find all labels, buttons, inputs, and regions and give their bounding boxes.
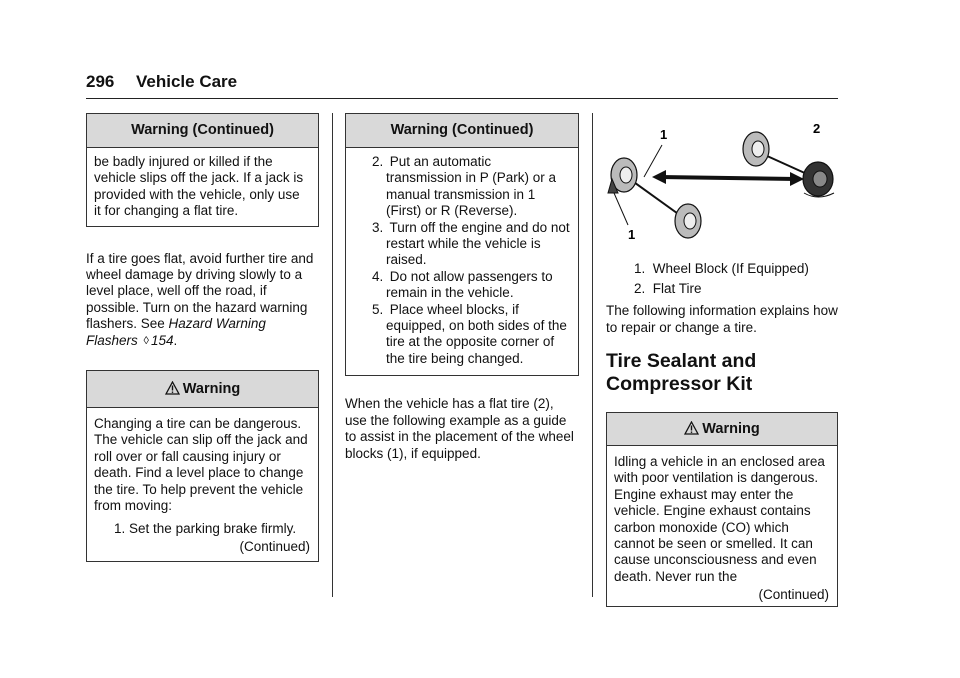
warning-box-body <box>87 408 318 561</box>
diagram-label-1b: 1 <box>628 227 636 242</box>
warning-box-title: Warning <box>182 381 241 398</box>
info-paragraph: The following information explains how to repair or change a tire. <box>606 303 838 335</box>
warning-box-title: Warning <box>702 421 760 438</box>
step-number: 3. <box>372 219 384 235</box>
step-text: Do not allow passengers to remain in the vehicle. <box>386 268 553 301</box>
warning-box-header <box>87 371 318 408</box>
flat-tire-paragraph <box>86 251 319 349</box>
legend-number: 2. <box>634 280 646 296</box>
warning-box-title: Warning (Continued) <box>346 114 578 148</box>
continued-label: (Continued) <box>758 587 829 603</box>
warning-box-header <box>607 413 837 446</box>
step-text: Put an automatic transmission in P (Park) or a manual transmission in 1 (First) or R (Reverse). <box>386 154 557 219</box>
warning-step <box>366 154 570 220</box>
warning-box-continued <box>345 113 579 376</box>
legend-text: Flat Tire <box>652 280 702 296</box>
warning-text: Idling a vehicle in an enclosed area with poor ventilation is dangerous. Engine exhaust may enter the vehicle. Engine exhaust contains carbon monoxide (CO) which cannot be seen or smelled. It can cause unconsciousness and even death. Never run the <box>614 454 825 584</box>
continued-label: (Continued) <box>239 538 310 554</box>
warning-box-body <box>346 148 578 375</box>
warning-step <box>366 269 570 302</box>
step-number: 5. <box>372 301 384 317</box>
section-heading: Tire Sealant and Compressor Kit <box>606 350 757 396</box>
step-text: Place wheel blocks, if equipped, on both sides of the tire at the opposite corner of the tire being changed. <box>386 301 567 366</box>
hazard-flashers-link[interactable]: Hazard Warning Flashers <box>86 316 266 348</box>
step-text: Turn off the engine and do not restart while the vehicle is raised. <box>386 219 570 268</box>
wheel-block-paragraph: When the vehicle has a flat tire (2), use the following example as a guide to assist in the placement of the wheel blocks (1), if equipped. <box>345 396 574 461</box>
warning-text: Changing a tire can be dangerous. The vehicle can slip off the jack and roll over or fall causing injury or death. Find a level place to change the tire. To help prevent the vehicle from moving: <box>94 416 308 514</box>
step-text: Set the parking brake firmly. <box>129 520 297 536</box>
warning-box-title: Warning (Continued) <box>87 114 318 148</box>
legend-text: Wheel Block (If Equipped) <box>652 261 809 277</box>
step-number: 2. <box>372 154 384 169</box>
warning-box <box>86 370 319 562</box>
warning-box-continued <box>86 113 319 227</box>
warning-triangle-icon <box>684 421 699 435</box>
wheel-block-diagram <box>606 113 838 253</box>
paragraph-text: If a tire goes flat, avoid further tire and wheel damage by driving slowly to a level place, well off the road, if possible. Turn on the hazard warning flashers. See <box>86 250 314 332</box>
legend-number: 1. <box>634 261 646 277</box>
column-2 <box>345 113 579 462</box>
page-header <box>86 70 838 99</box>
column-divider <box>592 113 593 597</box>
warning-box <box>606 412 838 607</box>
column-divider <box>332 113 333 597</box>
column-1 <box>86 113 319 562</box>
warning-box-body <box>607 446 837 606</box>
warning-step <box>94 521 310 537</box>
diagram-label-2: 2 <box>813 121 821 136</box>
diagram-legend <box>606 261 838 297</box>
legend-item <box>634 261 838 277</box>
page-reference-icon: ◊ <box>143 334 149 347</box>
warning-text: be badly injured or killed if the vehicle slips off the jack. If a jack is provided with the vehicle, only use it for changing a flat tire. <box>94 154 304 219</box>
warning-triangle-icon <box>165 381 180 395</box>
step-number: 1. <box>114 520 126 536</box>
warning-step <box>366 220 570 269</box>
paragraph-end: . <box>173 332 178 348</box>
page-reference[interactable]: 154 <box>150 332 174 348</box>
column-3 <box>606 113 838 607</box>
diagram-label-1: 1 <box>660 127 668 142</box>
step-number: 4. <box>372 268 384 284</box>
page-number: 296 <box>86 72 115 91</box>
section-title: Vehicle Care <box>136 72 238 91</box>
legend-item <box>634 281 838 297</box>
warning-step <box>366 302 570 368</box>
warning-box-body <box>87 148 318 226</box>
